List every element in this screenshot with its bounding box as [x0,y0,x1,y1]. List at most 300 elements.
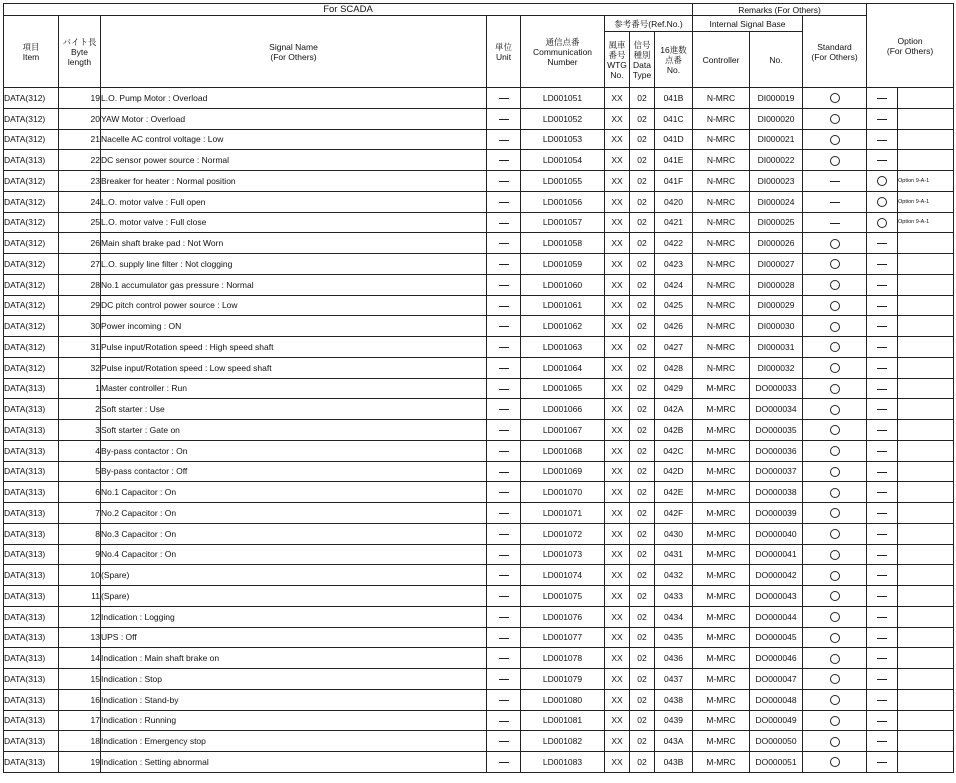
data-type-cell: 02 [630,523,655,544]
byte-length-cell: 23 [59,171,101,192]
controller-cell: N-MRC [693,337,750,358]
internal-no-cell: DI000024 [750,191,803,212]
circle-mark-icon [830,425,840,435]
unit-cell [487,731,521,752]
table-row [4,108,954,129]
table-row [4,233,954,254]
controller-cell: M-MRC [693,710,750,731]
dash-mark-icon [877,140,887,141]
table-row [4,378,954,399]
signal-name-cell: Pulse input/Rotation speed : High speed shaft [101,337,487,358]
option-cell [867,482,898,503]
standard-cell [803,565,867,586]
standard-cell [803,295,867,316]
standard-cell [803,503,867,524]
hex-no-cell: 041B [655,88,693,109]
controller-cell: N-MRC [693,357,750,378]
controller-cell: M-MRC [693,420,750,441]
data-type-cell: 02 [630,129,655,150]
option-cell [867,171,898,192]
byte-length-cell: 8 [59,523,101,544]
communication-number-cell: LD001062 [521,316,605,337]
standard-header: Standard (For Others) [803,16,867,88]
circle-mark-icon [830,654,840,664]
table-row [4,88,954,109]
table-body [4,88,954,773]
option-note-cell [898,461,954,482]
hex-no-cell: 042D [655,461,693,482]
standard-cell [803,627,867,648]
hex-no-cell: 0428 [655,357,693,378]
circle-mark-icon [830,446,840,456]
hex-no-cell: 0425 [655,295,693,316]
signal-name-cell: Indication : Stand-by [101,689,487,710]
controller-cell: M-MRC [693,378,750,399]
hex-no-cell: 0422 [655,233,693,254]
option-note-cell [898,710,954,731]
option-cell [867,627,898,648]
dash-mark-icon [499,596,509,597]
signal-name-cell: Breaker for heater : Normal position [101,171,487,192]
data-type-cell: 02 [630,689,655,710]
table-row [4,544,954,565]
controller-cell: M-MRC [693,627,750,648]
unit-cell [487,88,521,109]
signal-name-cell: Nacelle AC control voltage : Low [101,129,487,150]
communication-number-cell: LD001074 [521,565,605,586]
item-cell: DATA(313) [4,399,59,420]
internal-no-cell: DO000048 [750,689,803,710]
circle-mark-icon [830,239,840,249]
dash-mark-icon [499,741,509,742]
signal-name-cell: Power incoming : ON [101,316,487,337]
byte-length-cell: 19 [59,752,101,773]
option-cell [867,337,898,358]
communication-number-cell: LD001068 [521,440,605,461]
hex-no-cell: 0426 [655,316,693,337]
hex-no-cell: 041F [655,171,693,192]
hex-no-cell: 041E [655,150,693,171]
dash-mark-icon [499,243,509,244]
dash-mark-icon [499,264,509,265]
internal-no-cell: DI000026 [750,233,803,254]
option-note-cell [898,731,954,752]
byte-length-cell: 12 [59,606,101,627]
wtg-no-cell: XX [605,461,630,482]
internal-no-cell: DO000046 [750,648,803,669]
table-row [4,523,954,544]
option-note-cell [898,316,954,337]
data-type-cell: 02 [630,752,655,773]
byte-length-cell: 16 [59,689,101,710]
byte-length-cell: 26 [59,233,101,254]
communication-number-header: 通信点番 Communication Number [521,16,605,88]
standard-cell [803,233,867,254]
wtg-no-cell: XX [605,482,630,503]
data-type-cell: 02 [630,399,655,420]
internal-no-cell: DI000023 [750,171,803,192]
data-type-cell: 02 [630,254,655,275]
byte-length-cell: 19 [59,88,101,109]
option-cell [867,648,898,669]
data-type-cell: 02 [630,378,655,399]
dash-mark-icon [877,513,887,514]
controller-cell: M-MRC [693,482,750,503]
unit-cell [487,503,521,524]
item-cell: DATA(312) [4,212,59,233]
dash-mark-icon [877,741,887,742]
wtg-no-cell: XX [605,357,630,378]
standard-cell [803,191,867,212]
unit-cell [487,461,521,482]
item-cell: DATA(313) [4,586,59,607]
internal-no-cell: DI000025 [750,212,803,233]
option-cell [867,150,898,171]
byte-length-cell: 24 [59,191,101,212]
hex-no-cell: 0436 [655,648,693,669]
dash-mark-icon [499,679,509,680]
wtg-no-cell: XX [605,627,630,648]
table-header [4,4,954,88]
option-note-cell [898,233,954,254]
unit-cell [487,710,521,731]
hex-no-cell: 0430 [655,523,693,544]
unit-cell [487,586,521,607]
data-type-cell: 02 [630,565,655,586]
dash-mark-icon [499,721,509,722]
option-cell [867,440,898,461]
wtg-no-cell: XX [605,648,630,669]
byte-length-cell: 5 [59,461,101,482]
signal-name-cell: UPS : Off [101,627,487,648]
unit-cell [487,233,521,254]
item-cell: DATA(313) [4,648,59,669]
dash-mark-icon [830,202,840,203]
option-note-cell [898,669,954,690]
option-cell [867,689,898,710]
dash-mark-icon [499,326,509,327]
byte-length-cell: 10 [59,565,101,586]
standard-cell [803,399,867,420]
dash-mark-icon [499,513,509,514]
communication-number-cell: LD001060 [521,274,605,295]
dash-mark-icon [499,98,509,99]
data-type-cell: 02 [630,337,655,358]
internal-no-cell: DI000028 [750,274,803,295]
byte-length-cell: 27 [59,254,101,275]
unit-cell [487,337,521,358]
signal-name-cell: Soft starter : Gate on [101,420,487,441]
option-cell [867,378,898,399]
controller-cell: N-MRC [693,108,750,129]
item-cell: DATA(313) [4,523,59,544]
option-note-cell: Option 9-A-1 [898,212,954,233]
standard-cell [803,482,867,503]
dash-mark-icon [877,285,887,286]
option-note-cell [898,440,954,461]
signal-name-header: Signal Name (For Others) [101,16,487,88]
standard-cell [803,88,867,109]
internal-no-header: No. [750,32,803,88]
communication-number-cell: LD001082 [521,731,605,752]
dash-mark-icon [499,368,509,369]
option-note-cell [898,752,954,773]
signal-name-cell: No.3 Capacitor : On [101,523,487,544]
controller-cell: N-MRC [693,233,750,254]
unit-cell [487,648,521,669]
dash-mark-icon [499,575,509,576]
hex-no-cell: 0423 [655,254,693,275]
circle-mark-icon [830,405,840,415]
dash-mark-icon [877,700,887,701]
option-cell [867,606,898,627]
standard-cell [803,171,867,192]
unit-cell [487,357,521,378]
item-cell: DATA(312) [4,274,59,295]
communication-number-cell: LD001077 [521,627,605,648]
byte-length-cell: 18 [59,731,101,752]
signal-name-cell: L.O. motor valve : Full close [101,212,487,233]
byte-length-cell: 31 [59,337,101,358]
byte-length-cell: 1 [59,378,101,399]
item-cell: DATA(313) [4,627,59,648]
dash-mark-icon [877,596,887,597]
hex-no-cell: 0431 [655,544,693,565]
communication-number-cell: LD001073 [521,544,605,565]
option-note-cell [898,399,954,420]
wtg-no-cell: XX [605,440,630,461]
signal-name-cell: By-pass contactor : On [101,440,487,461]
byte-length-cell: 25 [59,212,101,233]
circle-mark-icon [830,384,840,394]
table-row [4,627,954,648]
signal-name-cell: L.O. motor valve : Full open [101,191,487,212]
controller-cell: N-MRC [693,274,750,295]
data-type-cell: 02 [630,710,655,731]
hex-no-cell: 0424 [655,274,693,295]
hex-no-cell: 0420 [655,191,693,212]
option-cell [867,88,898,109]
internal-no-cell: DI000030 [750,316,803,337]
option-cell [867,669,898,690]
communication-number-cell: LD001079 [521,669,605,690]
table-row [4,150,954,171]
dash-mark-icon [499,202,509,203]
item-cell: DATA(312) [4,108,59,129]
signal-name-cell: DC pitch control power source : Low [101,295,487,316]
data-type-cell: 02 [630,648,655,669]
controller-cell: M-MRC [693,606,750,627]
dash-mark-icon [499,534,509,535]
controller-cell: N-MRC [693,316,750,337]
circle-mark-icon [830,488,840,498]
internal-no-cell: DO000047 [750,669,803,690]
option-note-cell [898,648,954,669]
item-cell: DATA(313) [4,710,59,731]
signal-name-cell: No.4 Capacitor : On [101,544,487,565]
data-type-cell: 02 [630,503,655,524]
hex-no-cell: 0432 [655,565,693,586]
internal-no-cell: DO000044 [750,606,803,627]
dash-mark-icon [499,700,509,701]
dash-mark-icon [499,181,509,182]
hex-no-cell: 042B [655,420,693,441]
hex-no-header: 16進数 点番 No. [655,32,693,88]
controller-cell: N-MRC [693,295,750,316]
unit-cell [487,171,521,192]
controller-cell: M-MRC [693,544,750,565]
hex-no-cell: 043B [655,752,693,773]
option-note-cell [898,88,954,109]
hex-no-cell: 0429 [655,378,693,399]
option-note-cell [898,295,954,316]
unit-cell [487,129,521,150]
dash-mark-icon [877,119,887,120]
byte-length-cell: 22 [59,150,101,171]
data-type-cell: 02 [630,274,655,295]
dash-mark-icon [877,575,887,576]
dash-mark-icon [830,181,840,182]
byte-length-cell: 9 [59,544,101,565]
option-cell [867,399,898,420]
circle-mark-icon [830,280,840,290]
option-note-cell [898,689,954,710]
option-note-cell [898,357,954,378]
internal-no-cell: DO000051 [750,752,803,773]
item-cell: DATA(312) [4,88,59,109]
communication-number-cell: LD001052 [521,108,605,129]
byte-length-cell: 17 [59,710,101,731]
byte-length-cell: 20 [59,108,101,129]
data-type-cell: 02 [630,440,655,461]
table-row [4,710,954,731]
internal-no-cell: DO000036 [750,440,803,461]
hex-no-cell: 042A [655,399,693,420]
dash-mark-icon [499,223,509,224]
dash-mark-icon [499,430,509,431]
internal-no-cell: DI000020 [750,108,803,129]
item-cell: DATA(313) [4,420,59,441]
signal-name-cell: (Spare) [101,586,487,607]
internal-no-cell: DI000031 [750,337,803,358]
item-cell: DATA(313) [4,461,59,482]
item-cell: DATA(312) [4,337,59,358]
signal-name-cell: Main shaft brake pad : Not Worn [101,233,487,254]
byte-length-cell: 13 [59,627,101,648]
unit-cell [487,316,521,337]
item-cell: DATA(312) [4,295,59,316]
item-cell: DATA(313) [4,689,59,710]
byte-length-cell: 11 [59,586,101,607]
standard-cell [803,586,867,607]
wtg-no-cell: XX [605,523,630,544]
option-cell [867,523,898,544]
dash-mark-icon [877,451,887,452]
wtg-no-cell: XX [605,689,630,710]
dash-mark-icon [877,555,887,556]
option-note-cell [898,544,954,565]
dash-mark-icon [499,160,509,161]
ref-no-header: 参考番号(Ref.No.) [605,16,693,32]
standard-cell [803,378,867,399]
dash-mark-icon [877,472,887,473]
option-note-cell [898,108,954,129]
data-type-cell: 02 [630,669,655,690]
unit-cell [487,565,521,586]
option-cell [867,316,898,337]
hex-no-cell: 041C [655,108,693,129]
option-note-cell [898,337,954,358]
communication-number-cell: LD001051 [521,88,605,109]
dash-mark-icon [499,409,509,410]
option-note-cell [898,150,954,171]
signal-name-cell: Indication : Stop [101,669,487,690]
byte-length-cell: 3 [59,420,101,441]
standard-cell [803,274,867,295]
byte-length-cell: 14 [59,648,101,669]
signal-name-cell: No.1 accumulator gas pressure : Normal [101,274,487,295]
standard-cell [803,337,867,358]
communication-number-cell: LD001056 [521,191,605,212]
controller-cell: M-MRC [693,648,750,669]
dash-mark-icon [877,389,887,390]
signal-name-cell: L.O. supply line filter : Not clogging [101,254,487,275]
dash-mark-icon [499,451,509,452]
internal-no-cell: DO000035 [750,420,803,441]
signal-name-cell: No.2 Capacitor : On [101,503,487,524]
internal-no-cell: DI000022 [750,150,803,171]
option-note-cell: Option 9-A-1 [898,191,954,212]
unit-cell [487,482,521,503]
hex-no-cell: 0433 [655,586,693,607]
wtg-no-cell: XX [605,316,630,337]
byte-length-cell: 21 [59,129,101,150]
data-type-cell: 02 [630,295,655,316]
hex-no-cell: 0438 [655,689,693,710]
communication-number-cell: LD001059 [521,254,605,275]
unit-cell [487,212,521,233]
option-note-cell [898,523,954,544]
signal-name-cell: Indication : Main shaft brake on [101,648,487,669]
wtg-no-cell: XX [605,150,630,171]
dash-mark-icon [499,347,509,348]
byte-length-cell: 15 [59,669,101,690]
scada-group-header: For SCADA [4,4,693,16]
option-cell [867,191,898,212]
item-cell: DATA(313) [4,752,59,773]
internal-no-cell: DO000033 [750,378,803,399]
controller-cell: M-MRC [693,565,750,586]
dash-mark-icon [877,160,887,161]
dash-mark-icon [877,409,887,410]
table-row [4,420,954,441]
signal-name-cell: By-pass contactor : Off [101,461,487,482]
controller-cell: M-MRC [693,461,750,482]
table-row [4,440,954,461]
signal-table [3,3,954,773]
internal-no-cell: DO000037 [750,461,803,482]
data-type-cell: 02 [630,357,655,378]
circle-mark-icon [830,612,840,622]
byte-length-cell: 32 [59,357,101,378]
unit-cell [487,108,521,129]
controller-cell: M-MRC [693,503,750,524]
controller-cell: N-MRC [693,150,750,171]
item-cell: DATA(313) [4,503,59,524]
circle-mark-icon [830,93,840,103]
unit-cell [487,606,521,627]
circle-mark-icon [830,114,840,124]
